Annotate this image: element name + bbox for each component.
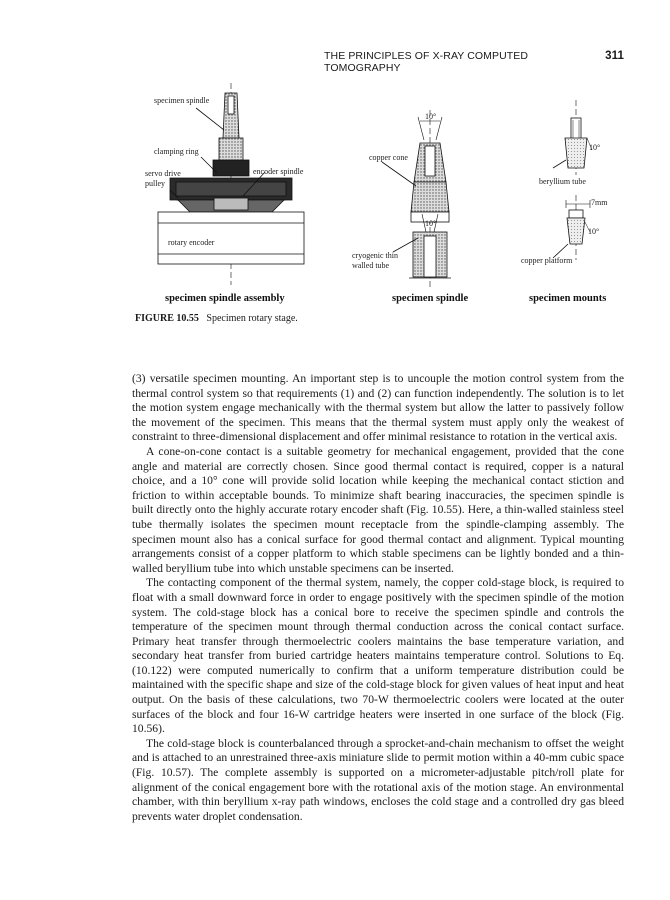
label-cryogenic-tube-1: cryogenic thin (352, 251, 398, 260)
paragraph: A cone-on-cone contact is a suitable geometry for mechanical engagement, provided that the cone angle and material are correctly chosen. Since good thermal contact is required, copper is a natural choice, and a 10° cone will provide solid location while keeping the mechanical contact stiction and friction to within acceptable bounds. To minimize shaft bearing inaccuracies, the specimen spindle is built directly onto the highly accurate rotary encoder shaft (Fig. 10.55). Here, a thin-walled stainless steel tube thermally isolates the specimen mount receptacle from the spindle-clamping assembly. The specimen mount also has a conical surface for good thermal contact and alignment. Typical mounting arrangements consist of a copper platform to which stable specimens can be lightly bonded and a thin-walled beryllium tube into which unstable specimens can be inserted. (132, 444, 624, 575)
label-servo-pulley: pulley (145, 179, 165, 188)
label-copper-platform: copper platform (521, 256, 573, 265)
label-7mm: 7mm (591, 198, 608, 207)
caption-left-panel: specimen spindle assembly (165, 293, 285, 304)
label-encoder-spindle: encoder spindle (253, 167, 304, 176)
running-title: THE PRINCIPLES OF X-RAY COMPUTED TOMOGRAPHY (324, 50, 529, 74)
specimen-spindle-drawing (382, 110, 451, 290)
body-text (132, 372, 624, 824)
label-rotary-encoder: rotary encoder (168, 238, 215, 247)
paragraph: (3) versatile specimen mounting. An important step is to uncouple the motion control system from the thermal control system so that requirements (1) and (2) can function independently. The solution is to let the motion system engage mechanically with the thermal system but allow the latter to passively follow the movement of the specimen. This means that the thermal system must apply only the weakest of constraint to three-dimensional displacement and offer minimal resistance to rotation in the vertical axis. (132, 372, 624, 444)
label-angle-mid: 10° (425, 219, 437, 228)
label-clamping-ring: clamping ring (154, 147, 199, 156)
label-angle-right-bot: 10° (588, 227, 600, 236)
label-cryogenic-tube-2: walled tube (352, 261, 390, 270)
label-specimen-spindle: specimen spindle (154, 96, 210, 105)
figure-number: FIGURE 10.55 (135, 313, 199, 324)
label-beryllium-tube: beryllium tube (539, 177, 586, 186)
label-servo-drive: servo drive (145, 169, 181, 178)
caption-right-panel: specimen mounts (529, 293, 607, 304)
paragraph: The contacting component of the thermal system, namely, the copper cold-stage block, is required to float with a small downward force in order to engage positively with the specimen spindle of the motion system. The cold-stage block has a conical bore to receive the specimen spindle and controls the temperature of the specimen mount through thermal conduction across the conical contact surface. Primary heat transfer through thermoelectric coolers maintains the base temperature variation, and secondary heat transfer from buried cartridge heaters maintains temperature control. Solutions to Eq. (10.122) were computed numerically to confirm that a uniform temperature distribution could be maintained with the specific shape and size of the cold-stage block for given values of heat input and heat output. On the basis of these calculations, two 70-W thermoelectric coolers were located at the outer surfaces of the block and four 16-W cartridge heaters were inserted in one surface of the block (Fig. 10.56). (132, 576, 624, 736)
spindle-assembly-drawing (158, 83, 304, 285)
paragraph: The cold-stage block is counterbalanced through a sprocket-and-chain mechanism to offset the weight and is attached to an unrestrained three-axis miniature slide to permit motion within a 40-mm cubic space (Fig. 10.57). The complete assembly is supported on a micrometer-adjustable pitch/roll plate for alignment of the conical engagement bore with the rotational axis of the motion stage. An environmental chamber, with thin beryllium x-ray path windows, encloses the cold stage and a controlled dry gas bleed prevents water droplet condensation. (132, 736, 624, 823)
page-number: 311 (605, 50, 624, 62)
figure-caption (135, 313, 298, 324)
label-angle-right-top: 10° (589, 143, 601, 152)
label-angle-top: 10° (425, 112, 437, 121)
figure-10-55 (0, 0, 670, 320)
caption-middle-panel: specimen spindle (392, 293, 469, 304)
label-copper-cone: copper cone (369, 153, 408, 162)
figure-caption-text: Specimen rotary stage. (206, 313, 298, 324)
